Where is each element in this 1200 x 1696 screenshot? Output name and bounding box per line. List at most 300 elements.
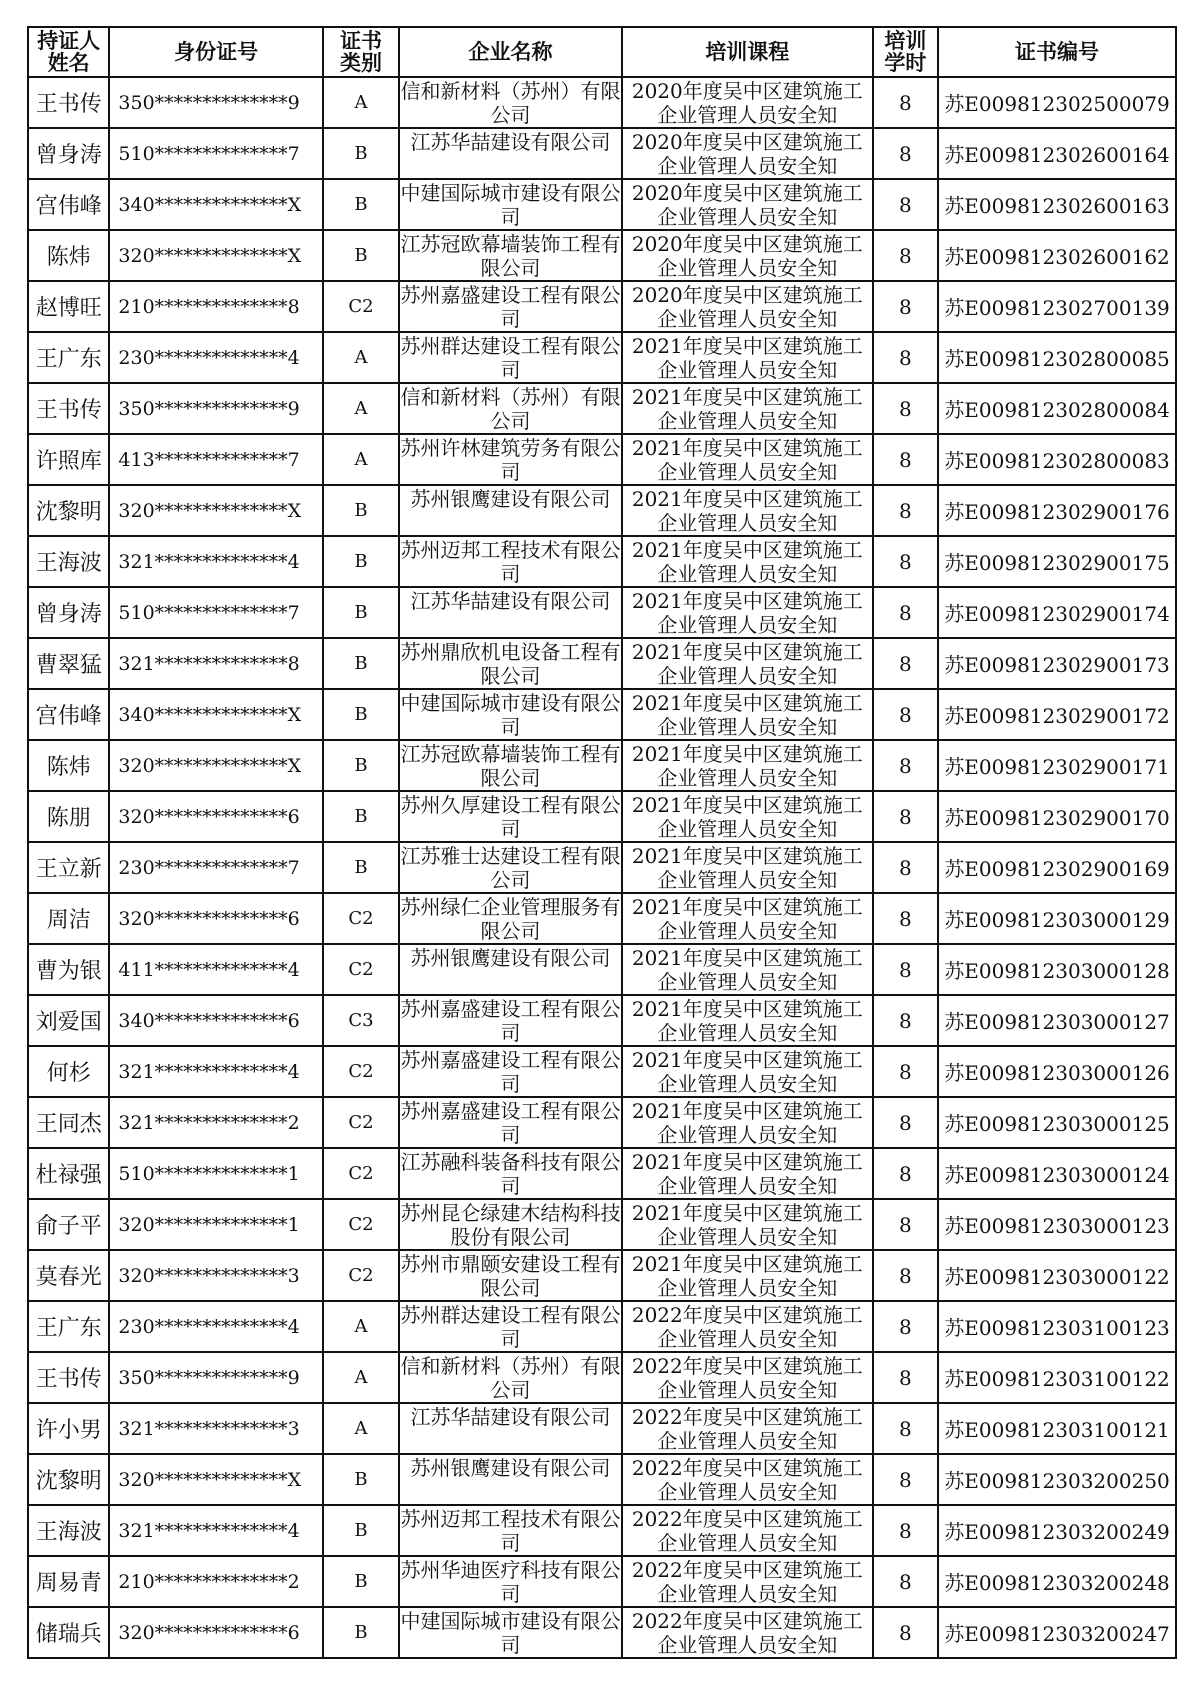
cell-company-text: 江苏冠欧幕墙装饰工程有限公司 bbox=[400, 232, 621, 279]
cell-cert-number: 苏E009812302900175 bbox=[938, 536, 1176, 587]
cell-company bbox=[399, 536, 622, 587]
table-row bbox=[28, 740, 1176, 791]
cell-company bbox=[399, 1403, 622, 1454]
cell-hours: 8 bbox=[873, 1046, 939, 1097]
cell-holder-name: 何杉 bbox=[28, 1046, 109, 1097]
cell-company-text: 苏州嘉盛建设工程有限公司 bbox=[400, 283, 621, 330]
cell-course-text: 2021年度吴中区建筑施工企业管理人员安全知 bbox=[631, 1150, 863, 1197]
cell-course-text: 2021年度吴中区建筑施工企业管理人员安全知 bbox=[631, 589, 863, 636]
cell-course bbox=[622, 1148, 873, 1199]
cell-cert-number: 苏E009812303000127 bbox=[938, 995, 1176, 1046]
cell-company bbox=[399, 1301, 622, 1352]
cell-cert-type: B bbox=[323, 179, 399, 230]
table-row bbox=[28, 485, 1176, 536]
cell-cert-number: 苏E009812303100121 bbox=[938, 1403, 1176, 1454]
cell-id-number: 321**************4 bbox=[109, 1046, 323, 1097]
cell-company-text: 苏州迈邦工程技术有限公司 bbox=[400, 538, 621, 585]
cell-course bbox=[622, 995, 873, 1046]
cell-cert-type: B bbox=[323, 689, 399, 740]
header-holder-name: 持证人 姓名 bbox=[28, 27, 109, 77]
cell-hours: 8 bbox=[873, 1097, 939, 1148]
cell-course-text: 2022年度吴中区建筑施工企业管理人员安全知 bbox=[631, 1303, 863, 1350]
cell-course-text: 2022年度吴中区建筑施工企业管理人员安全知 bbox=[631, 1456, 863, 1503]
cell-hours: 8 bbox=[873, 281, 939, 332]
cell-course-text: 2021年度吴中区建筑施工企业管理人员安全知 bbox=[631, 946, 863, 993]
cell-cert-number: 苏E009812302900171 bbox=[938, 740, 1176, 791]
cell-course-text: 2021年度吴中区建筑施工企业管理人员安全知 bbox=[631, 844, 863, 891]
cell-course-text: 2021年度吴中区建筑施工企业管理人员安全知 bbox=[631, 1099, 863, 1146]
cell-cert-number: 苏E009812303000128 bbox=[938, 944, 1176, 995]
cell-company-text: 江苏华喆建设有限公司 bbox=[410, 130, 611, 154]
cell-holder-name: 曹为银 bbox=[28, 944, 109, 995]
cell-hours: 8 bbox=[873, 1199, 939, 1250]
cell-company bbox=[399, 281, 622, 332]
cell-holder-name: 刘爱国 bbox=[28, 995, 109, 1046]
cell-holder-name: 王书传 bbox=[28, 1352, 109, 1403]
cell-company-text: 苏州银鹰建设有限公司 bbox=[410, 946, 611, 970]
cell-cert-number: 苏E009812302700139 bbox=[938, 281, 1176, 332]
header-row bbox=[28, 27, 1176, 77]
cell-hours: 8 bbox=[873, 1352, 939, 1403]
cell-course bbox=[622, 1301, 873, 1352]
cell-holder-name: 王广东 bbox=[28, 1301, 109, 1352]
cell-hours: 8 bbox=[873, 536, 939, 587]
cell-id-number: 320**************X bbox=[109, 1454, 323, 1505]
table-row bbox=[28, 77, 1176, 128]
cell-id-number: 340**************X bbox=[109, 689, 323, 740]
cell-cert-type: C2 bbox=[323, 893, 399, 944]
cell-course-text: 2021年度吴中区建筑施工企业管理人员安全知 bbox=[631, 436, 863, 483]
cell-company-text: 苏州群达建设工程有限公司 bbox=[400, 1303, 621, 1350]
cell-cert-type: A bbox=[323, 77, 399, 128]
cell-course bbox=[622, 1505, 873, 1556]
cell-hours: 8 bbox=[873, 1556, 939, 1607]
table-row bbox=[28, 281, 1176, 332]
cell-holder-name: 许照库 bbox=[28, 434, 109, 485]
cell-course-text: 2021年度吴中区建筑施工企业管理人员安全知 bbox=[631, 793, 863, 840]
cell-cert-number: 苏E009812303200247 bbox=[938, 1607, 1176, 1658]
cell-id-number: 230**************4 bbox=[109, 332, 323, 383]
certificate-table bbox=[27, 26, 1177, 1659]
cell-course bbox=[622, 128, 873, 179]
cell-hours: 8 bbox=[873, 1148, 939, 1199]
cell-hours: 8 bbox=[873, 1607, 939, 1658]
cell-course-text: 2021年度吴中区建筑施工企业管理人员安全知 bbox=[631, 1252, 863, 1299]
cell-course-text: 2022年度吴中区建筑施工企业管理人员安全知 bbox=[631, 1609, 863, 1656]
cell-holder-name: 储瑞兵 bbox=[28, 1607, 109, 1658]
cell-company bbox=[399, 1556, 622, 1607]
table-row bbox=[28, 1199, 1176, 1250]
cell-hours: 8 bbox=[873, 1301, 939, 1352]
cell-id-number: 340**************X bbox=[109, 179, 323, 230]
cell-holder-name: 周易青 bbox=[28, 1556, 109, 1607]
cell-cert-type: A bbox=[323, 434, 399, 485]
cell-id-number: 320**************X bbox=[109, 230, 323, 281]
cell-company bbox=[399, 1199, 622, 1250]
cell-cert-type: B bbox=[323, 1607, 399, 1658]
cell-company bbox=[399, 995, 622, 1046]
cell-cert-type: C2 bbox=[323, 944, 399, 995]
cell-course bbox=[622, 638, 873, 689]
table-row bbox=[28, 689, 1176, 740]
cell-holder-name: 周洁 bbox=[28, 893, 109, 944]
cell-company bbox=[399, 638, 622, 689]
cell-company bbox=[399, 179, 622, 230]
cell-cert-type: B bbox=[323, 1505, 399, 1556]
cell-cert-type: A bbox=[323, 1352, 399, 1403]
cell-cert-type: B bbox=[323, 485, 399, 536]
cell-course bbox=[622, 842, 873, 893]
header-company: 企业名称 bbox=[399, 27, 622, 77]
cell-course bbox=[622, 587, 873, 638]
cell-holder-name: 沈黎明 bbox=[28, 1454, 109, 1505]
table-row bbox=[28, 893, 1176, 944]
cell-course bbox=[622, 1097, 873, 1148]
cell-company bbox=[399, 77, 622, 128]
cell-cert-type: B bbox=[323, 1556, 399, 1607]
cell-holder-name: 俞子平 bbox=[28, 1199, 109, 1250]
cell-cert-type: C2 bbox=[323, 281, 399, 332]
cell-company bbox=[399, 842, 622, 893]
cell-course bbox=[622, 230, 873, 281]
cell-cert-number: 苏E009812303000123 bbox=[938, 1199, 1176, 1250]
cell-holder-name: 曾身涛 bbox=[28, 128, 109, 179]
cell-hours: 8 bbox=[873, 587, 939, 638]
cell-company-text: 苏州嘉盛建设工程有限公司 bbox=[400, 1048, 621, 1095]
cell-hours: 8 bbox=[873, 485, 939, 536]
cell-hours: 8 bbox=[873, 638, 939, 689]
cell-cert-number: 苏E009812302900174 bbox=[938, 587, 1176, 638]
cell-cert-number: 苏E009812303000124 bbox=[938, 1148, 1176, 1199]
cell-id-number: 320**************X bbox=[109, 485, 323, 536]
cell-hours: 8 bbox=[873, 842, 939, 893]
cell-id-number: 350**************9 bbox=[109, 1352, 323, 1403]
cell-company bbox=[399, 1454, 622, 1505]
cell-cert-number: 苏E009812302600163 bbox=[938, 179, 1176, 230]
header-cert-type: 证书 类别 bbox=[323, 27, 399, 77]
cell-company-text: 江苏融科装备科技有限公司 bbox=[400, 1150, 621, 1197]
cell-cert-number: 苏E009812302900170 bbox=[938, 791, 1176, 842]
cell-cert-number: 苏E009812302600162 bbox=[938, 230, 1176, 281]
cell-holder-name: 王立新 bbox=[28, 842, 109, 893]
cell-company bbox=[399, 1607, 622, 1658]
cell-id-number: 320**************6 bbox=[109, 893, 323, 944]
cell-course-text: 2020年度吴中区建筑施工企业管理人员安全知 bbox=[631, 283, 863, 330]
cell-cert-number: 苏E009812303000126 bbox=[938, 1046, 1176, 1097]
table-row bbox=[28, 179, 1176, 230]
cell-holder-name: 莫春光 bbox=[28, 1250, 109, 1301]
cell-hours: 8 bbox=[873, 230, 939, 281]
cell-course-text: 2020年度吴中区建筑施工企业管理人员安全知 bbox=[631, 181, 863, 228]
table-row bbox=[28, 1352, 1176, 1403]
cell-course bbox=[622, 740, 873, 791]
cell-cert-number: 苏E009812302800084 bbox=[938, 383, 1176, 434]
cell-id-number: 321**************8 bbox=[109, 638, 323, 689]
cell-company bbox=[399, 1097, 622, 1148]
cell-cert-type: B bbox=[323, 842, 399, 893]
cell-holder-name: 曾身涛 bbox=[28, 587, 109, 638]
cell-company-text: 中建国际城市建设有限公司 bbox=[400, 181, 621, 228]
header-course: 培训课程 bbox=[622, 27, 873, 77]
cell-cert-type: B bbox=[323, 536, 399, 587]
cell-course-text: 2020年度吴中区建筑施工企业管理人员安全知 bbox=[631, 79, 863, 126]
cell-hours: 8 bbox=[873, 1403, 939, 1454]
cell-cert-type: C2 bbox=[323, 1199, 399, 1250]
cell-company-text: 江苏华喆建设有限公司 bbox=[410, 589, 611, 613]
cell-company-text: 苏州银鹰建设有限公司 bbox=[410, 1456, 611, 1480]
cell-holder-name: 曹翠猛 bbox=[28, 638, 109, 689]
cell-course bbox=[622, 1556, 873, 1607]
cell-cert-type: C2 bbox=[323, 1097, 399, 1148]
cell-cert-type: B bbox=[323, 587, 399, 638]
table-row bbox=[28, 842, 1176, 893]
cell-course-text: 2020年度吴中区建筑施工企业管理人员安全知 bbox=[631, 130, 863, 177]
cell-cert-number: 苏E009812303100123 bbox=[938, 1301, 1176, 1352]
cell-id-number: 320**************X bbox=[109, 740, 323, 791]
cell-holder-name: 陈炜 bbox=[28, 740, 109, 791]
table-row bbox=[28, 587, 1176, 638]
cell-id-number: 350**************9 bbox=[109, 77, 323, 128]
cell-course-text: 2021年度吴中区建筑施工企业管理人员安全知 bbox=[631, 691, 863, 738]
cell-course bbox=[622, 1046, 873, 1097]
cell-hours: 8 bbox=[873, 740, 939, 791]
cell-course-text: 2022年度吴中区建筑施工企业管理人员安全知 bbox=[631, 1558, 863, 1605]
cell-id-number: 321**************4 bbox=[109, 536, 323, 587]
cell-id-number: 510**************7 bbox=[109, 587, 323, 638]
table-row bbox=[28, 383, 1176, 434]
cell-course-text: 2021年度吴中区建筑施工企业管理人员安全知 bbox=[631, 334, 863, 381]
cell-course-text: 2021年度吴中区建筑施工企业管理人员安全知 bbox=[631, 1048, 863, 1095]
cell-hours: 8 bbox=[873, 791, 939, 842]
cell-company bbox=[399, 230, 622, 281]
cell-hours: 8 bbox=[873, 383, 939, 434]
cell-company-text: 苏州迈邦工程技术有限公司 bbox=[400, 1507, 621, 1554]
cell-company bbox=[399, 1352, 622, 1403]
cell-cert-type: A bbox=[323, 1301, 399, 1352]
cell-course bbox=[622, 1454, 873, 1505]
cell-cert-number: 苏E009812303200248 bbox=[938, 1556, 1176, 1607]
cell-cert-number: 苏E009812303200250 bbox=[938, 1454, 1176, 1505]
cell-company bbox=[399, 128, 622, 179]
cell-hours: 8 bbox=[873, 944, 939, 995]
cell-company bbox=[399, 1046, 622, 1097]
table-row bbox=[28, 1403, 1176, 1454]
cell-holder-name: 王海波 bbox=[28, 1505, 109, 1556]
cell-id-number: 510**************7 bbox=[109, 128, 323, 179]
cell-course-text: 2021年度吴中区建筑施工企业管理人员安全知 bbox=[631, 742, 863, 789]
table-row bbox=[28, 995, 1176, 1046]
cell-company bbox=[399, 332, 622, 383]
cell-id-number: 413**************7 bbox=[109, 434, 323, 485]
header-id-number: 身份证号 bbox=[109, 27, 323, 77]
cell-id-number: 510**************1 bbox=[109, 1148, 323, 1199]
cell-course bbox=[622, 944, 873, 995]
cell-course bbox=[622, 536, 873, 587]
cell-id-number: 320**************6 bbox=[109, 1607, 323, 1658]
cell-hours: 8 bbox=[873, 128, 939, 179]
cell-hours: 8 bbox=[873, 1505, 939, 1556]
cell-course bbox=[622, 689, 873, 740]
cell-hours: 8 bbox=[873, 689, 939, 740]
table-row bbox=[28, 332, 1176, 383]
cell-company bbox=[399, 944, 622, 995]
cell-id-number: 210**************2 bbox=[109, 1556, 323, 1607]
cell-course bbox=[622, 893, 873, 944]
cell-company bbox=[399, 893, 622, 944]
cell-company-text: 苏州华迪医疗科技有限公司 bbox=[400, 1558, 621, 1605]
table-row bbox=[28, 230, 1176, 281]
cell-id-number: 230**************4 bbox=[109, 1301, 323, 1352]
cell-cert-type: C3 bbox=[323, 995, 399, 1046]
cell-cert-number: 苏E009812302800085 bbox=[938, 332, 1176, 383]
cell-hours: 8 bbox=[873, 179, 939, 230]
cell-cert-number: 苏E009812303000129 bbox=[938, 893, 1176, 944]
table-row bbox=[28, 1148, 1176, 1199]
table-row bbox=[28, 1556, 1176, 1607]
cell-course-text: 2021年度吴中区建筑施工企业管理人员安全知 bbox=[631, 487, 863, 534]
cell-course bbox=[622, 179, 873, 230]
cell-company-text: 信和新材料（苏州）有限公司 bbox=[400, 385, 621, 432]
cell-cert-type: A bbox=[323, 332, 399, 383]
cell-company bbox=[399, 485, 622, 536]
cell-holder-name: 陈朋 bbox=[28, 791, 109, 842]
cell-id-number: 320**************1 bbox=[109, 1199, 323, 1250]
cell-cert-type: B bbox=[323, 1454, 399, 1505]
cell-company bbox=[399, 1148, 622, 1199]
cell-company-text: 信和新材料（苏州）有限公司 bbox=[400, 79, 621, 126]
cell-id-number: 230**************7 bbox=[109, 842, 323, 893]
cell-cert-number: 苏E009812303100122 bbox=[938, 1352, 1176, 1403]
cell-hours: 8 bbox=[873, 893, 939, 944]
cell-cert-number: 苏E009812302600164 bbox=[938, 128, 1176, 179]
cell-hours: 8 bbox=[873, 434, 939, 485]
cell-company-text: 信和新材料（苏州）有限公司 bbox=[400, 1354, 621, 1401]
cell-course-text: 2021年度吴中区建筑施工企业管理人员安全知 bbox=[631, 997, 863, 1044]
cell-holder-name: 王书传 bbox=[28, 383, 109, 434]
header-hours: 培训 学时 bbox=[873, 27, 939, 77]
cell-id-number: 321**************3 bbox=[109, 1403, 323, 1454]
cell-cert-type: C2 bbox=[323, 1148, 399, 1199]
cell-id-number: 340**************6 bbox=[109, 995, 323, 1046]
cell-course bbox=[622, 1199, 873, 1250]
cell-id-number: 321**************2 bbox=[109, 1097, 323, 1148]
table-row bbox=[28, 1505, 1176, 1556]
cell-course bbox=[622, 332, 873, 383]
cell-cert-type: C2 bbox=[323, 1250, 399, 1301]
cell-company-text: 苏州银鹰建设有限公司 bbox=[410, 487, 611, 511]
cell-holder-name: 沈黎明 bbox=[28, 485, 109, 536]
cell-course-text: 2021年度吴中区建筑施工企业管理人员安全知 bbox=[631, 385, 863, 432]
cell-cert-type: B bbox=[323, 791, 399, 842]
cell-cert-type: B bbox=[323, 638, 399, 689]
cell-company-text: 中建国际城市建设有限公司 bbox=[400, 1609, 621, 1656]
cell-holder-name: 王广东 bbox=[28, 332, 109, 383]
cell-holder-name: 赵博旺 bbox=[28, 281, 109, 332]
cell-holder-name: 杜禄强 bbox=[28, 1148, 109, 1199]
cell-course-text: 2021年度吴中区建筑施工企业管理人员安全知 bbox=[631, 640, 863, 687]
cell-course bbox=[622, 434, 873, 485]
cell-company bbox=[399, 689, 622, 740]
cell-id-number: 320**************6 bbox=[109, 791, 323, 842]
table-row bbox=[28, 1301, 1176, 1352]
cell-company bbox=[399, 1250, 622, 1301]
cell-cert-type: B bbox=[323, 740, 399, 791]
cell-company bbox=[399, 383, 622, 434]
cell-cert-type: B bbox=[323, 230, 399, 281]
cell-company bbox=[399, 1505, 622, 1556]
cell-company-text: 苏州久厚建设工程有限公司 bbox=[400, 793, 621, 840]
cell-cert-number: 苏E009812302900173 bbox=[938, 638, 1176, 689]
cell-cert-type: A bbox=[323, 1403, 399, 1454]
cell-course bbox=[622, 1250, 873, 1301]
table-row bbox=[28, 638, 1176, 689]
cell-holder-name: 陈炜 bbox=[28, 230, 109, 281]
cell-cert-number: 苏E009812302900176 bbox=[938, 485, 1176, 536]
cell-cert-type: A bbox=[323, 383, 399, 434]
cell-company-text: 江苏冠欧幕墙装饰工程有限公司 bbox=[400, 742, 621, 789]
cell-cert-number: 苏E009812303200249 bbox=[938, 1505, 1176, 1556]
cell-holder-name: 宫伟峰 bbox=[28, 179, 109, 230]
cell-course bbox=[622, 791, 873, 842]
cell-holder-name: 王书传 bbox=[28, 77, 109, 128]
table-row bbox=[28, 1046, 1176, 1097]
cell-course bbox=[622, 281, 873, 332]
cell-course-text: 2021年度吴中区建筑施工企业管理人员安全知 bbox=[631, 538, 863, 585]
cell-cert-number: 苏E009812303000122 bbox=[938, 1250, 1176, 1301]
cell-company bbox=[399, 740, 622, 791]
table-row bbox=[28, 128, 1176, 179]
cell-cert-number: 苏E009812302800083 bbox=[938, 434, 1176, 485]
cell-company-text: 苏州嘉盛建设工程有限公司 bbox=[400, 1099, 621, 1146]
cell-hours: 8 bbox=[873, 77, 939, 128]
cell-cert-number: 苏E009812302900172 bbox=[938, 689, 1176, 740]
table-row bbox=[28, 1607, 1176, 1658]
table-row bbox=[28, 1454, 1176, 1505]
table-row bbox=[28, 434, 1176, 485]
cell-cert-number: 苏E009812302500079 bbox=[938, 77, 1176, 128]
cell-course bbox=[622, 383, 873, 434]
cell-company-text: 苏州昆仑绿建木结构科技股份有限公司 bbox=[400, 1201, 621, 1248]
cell-company-text: 中建国际城市建设有限公司 bbox=[400, 691, 621, 738]
cell-company bbox=[399, 587, 622, 638]
cell-hours: 8 bbox=[873, 1250, 939, 1301]
cell-hours: 8 bbox=[873, 1454, 939, 1505]
table-row bbox=[28, 536, 1176, 587]
cell-company-text: 苏州许林建筑劳务有限公司 bbox=[400, 436, 621, 483]
cell-course bbox=[622, 77, 873, 128]
cell-holder-name: 宫伟峰 bbox=[28, 689, 109, 740]
cell-hours: 8 bbox=[873, 995, 939, 1046]
cell-id-number: 411**************4 bbox=[109, 944, 323, 995]
cell-course bbox=[622, 1607, 873, 1658]
cell-course-text: 2021年度吴中区建筑施工企业管理人员安全知 bbox=[631, 895, 863, 942]
cell-course bbox=[622, 1403, 873, 1454]
cell-company bbox=[399, 434, 622, 485]
table-row bbox=[28, 791, 1176, 842]
cell-id-number: 210**************8 bbox=[109, 281, 323, 332]
cell-cert-number: 苏E009812303000125 bbox=[938, 1097, 1176, 1148]
cell-company-text: 苏州鼎欣机电设备工程有限公司 bbox=[400, 640, 621, 687]
cell-cert-type: B bbox=[323, 128, 399, 179]
header-cert-number: 证书编号 bbox=[938, 27, 1176, 77]
cell-company-text: 苏州绿仁企业管理服务有限公司 bbox=[400, 895, 621, 942]
cell-course-text: 2021年度吴中区建筑施工企业管理人员安全知 bbox=[631, 1201, 863, 1248]
cell-cert-number: 苏E009812302900169 bbox=[938, 842, 1176, 893]
cell-course-text: 2020年度吴中区建筑施工企业管理人员安全知 bbox=[631, 232, 863, 279]
cell-company-text: 苏州群达建设工程有限公司 bbox=[400, 334, 621, 381]
cell-id-number: 321**************4 bbox=[109, 1505, 323, 1556]
cell-holder-name: 王海波 bbox=[28, 536, 109, 587]
